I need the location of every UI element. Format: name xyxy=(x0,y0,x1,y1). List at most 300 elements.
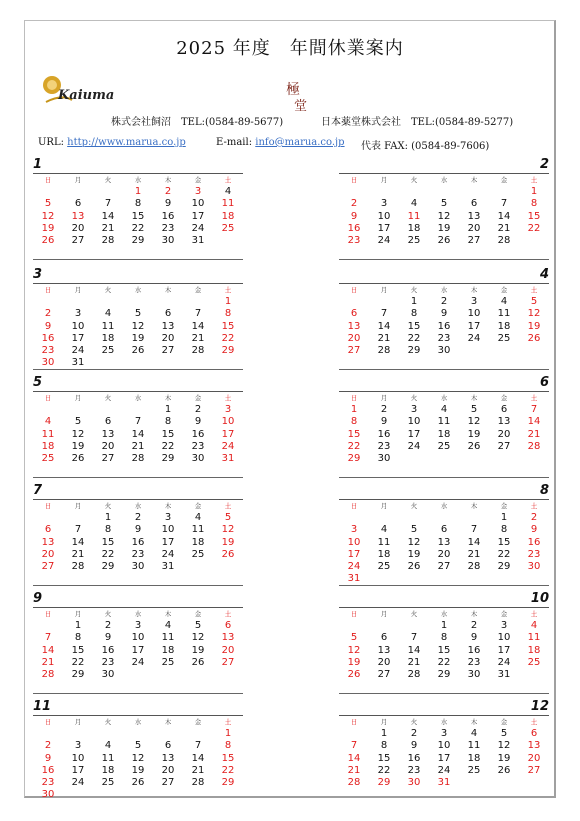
day-cell: 2 xyxy=(194,404,202,415)
day-cell: 9 xyxy=(44,320,52,332)
day-cell: 14 xyxy=(497,210,511,222)
weekday-header: 土 xyxy=(224,502,232,510)
day-cell: 10 xyxy=(347,536,361,548)
weekday-header: 火 xyxy=(410,502,418,510)
day-cell: 16 xyxy=(101,644,115,656)
month-rule xyxy=(339,173,549,174)
day-cell: 15 xyxy=(407,320,421,332)
company2-info xyxy=(321,113,513,128)
email-label: E-mail: xyxy=(216,137,253,148)
url-link[interactable]: http://www.marua.co.jp xyxy=(67,137,186,148)
empty-cell xyxy=(213,789,243,801)
day-cell: 6 xyxy=(104,416,112,428)
weekday-header: 木 xyxy=(164,610,172,618)
day-cell: 21 xyxy=(71,548,85,560)
day-cell: 10 xyxy=(131,632,145,644)
day-cell: 31 xyxy=(161,561,175,573)
empty-cell xyxy=(123,728,153,740)
day-cell: 16 xyxy=(191,428,205,440)
weekday-header: 木 xyxy=(470,718,478,726)
day-cell: 16 xyxy=(41,332,55,344)
day-cell: 3 xyxy=(74,740,82,752)
month-2 xyxy=(339,158,549,247)
day-cell: 17 xyxy=(407,428,421,440)
weekday-header: 火 xyxy=(104,502,112,510)
weekday-header: 土 xyxy=(224,394,232,402)
day-cell: 12 xyxy=(191,632,205,644)
day-cell: 3 xyxy=(440,728,448,739)
day-cell: 18 xyxy=(191,536,205,548)
month-number: 7 xyxy=(33,483,43,498)
day-cell: 2 xyxy=(164,186,172,197)
day-cell: 18 xyxy=(161,644,175,656)
day-cell: 4 xyxy=(44,416,52,428)
day-cell: 20 xyxy=(437,548,451,560)
day-cell: 25 xyxy=(101,777,115,789)
weekday-header: 月 xyxy=(380,394,388,402)
empty-cell xyxy=(183,357,213,369)
day-cell: 5 xyxy=(530,296,538,307)
day-cell: 24 xyxy=(377,235,391,247)
day-cell: 14 xyxy=(191,752,205,764)
day-cell: 30 xyxy=(131,561,145,573)
day-cell: 13 xyxy=(527,740,541,752)
month-bottom-rule xyxy=(33,259,243,260)
month-3 xyxy=(33,268,243,370)
day-cell: 13 xyxy=(41,536,55,548)
month-bottom-rule xyxy=(339,477,549,478)
day-cell: 21 xyxy=(41,656,55,668)
month-12 xyxy=(339,700,549,789)
weekday-header: 月 xyxy=(380,718,388,726)
day-cell: 21 xyxy=(191,764,205,776)
day-cell: 17 xyxy=(497,644,511,656)
empty-cell xyxy=(519,235,549,247)
day-grid xyxy=(33,393,243,465)
day-cell: 11 xyxy=(101,752,115,764)
day-cell: 10 xyxy=(221,416,235,428)
empty-cell xyxy=(399,453,429,465)
empty-cell xyxy=(489,573,519,585)
weekday-header: 木 xyxy=(470,502,478,510)
day-cell: 3 xyxy=(410,404,418,415)
day-cell: 19 xyxy=(221,536,235,548)
day-cell: 9 xyxy=(530,524,538,536)
svg-text:極: 極 xyxy=(286,82,300,98)
day-cell: 31 xyxy=(437,777,451,789)
day-cell: 22 xyxy=(497,548,511,560)
weekday-header: 月 xyxy=(380,610,388,618)
weekday-header: 木 xyxy=(164,718,172,726)
day-cell: 6 xyxy=(350,308,358,320)
day-cell: 27 xyxy=(221,656,235,668)
month-rule xyxy=(339,715,549,716)
day-cell: 8 xyxy=(224,308,232,320)
empty-cell xyxy=(519,669,549,681)
weekday-header: 水 xyxy=(134,176,142,184)
day-cell: 20 xyxy=(161,332,175,344)
day-cell: 20 xyxy=(467,222,481,234)
day-cell: 19 xyxy=(191,644,205,656)
weekday-header: 木 xyxy=(164,394,172,402)
empty-cell xyxy=(153,296,183,308)
day-cell: 3 xyxy=(224,404,232,415)
empty-cell xyxy=(459,573,489,585)
month-number: 11 xyxy=(33,699,52,714)
weekday-header: 日 xyxy=(44,394,52,402)
day-grid xyxy=(339,393,549,465)
day-cell: 12 xyxy=(467,416,481,428)
day-cell: 25 xyxy=(191,548,205,560)
day-cell: 8 xyxy=(380,740,388,752)
day-cell: 15 xyxy=(527,210,541,222)
logo1-text: Kaiuma xyxy=(58,88,115,103)
empty-cell xyxy=(459,453,489,465)
weekday-header: 木 xyxy=(470,286,478,294)
day-cell: 7 xyxy=(134,416,142,428)
day-cell: 6 xyxy=(530,728,538,739)
month-10 xyxy=(339,592,549,681)
day-cell: 19 xyxy=(41,222,55,234)
empty-cell xyxy=(459,345,489,357)
day-cell: 16 xyxy=(347,222,361,234)
weekday-header: 金 xyxy=(500,502,508,510)
day-cell: 20 xyxy=(527,752,541,764)
empty-cell xyxy=(339,620,369,632)
day-cell: 11 xyxy=(221,198,235,210)
day-cell: 4 xyxy=(164,620,172,631)
day-cell: 9 xyxy=(164,198,172,210)
day-cell: 13 xyxy=(161,320,175,332)
day-cell: 18 xyxy=(101,332,115,344)
day-cell: 11 xyxy=(497,308,511,320)
empty-cell xyxy=(183,789,213,801)
email-line xyxy=(216,137,345,148)
empty-cell xyxy=(33,404,63,416)
empty-cell xyxy=(339,728,369,740)
day-cell: 6 xyxy=(164,740,172,752)
day-cell: 31 xyxy=(347,573,361,585)
company2-tel: TEL:(0584-89-5277) xyxy=(411,117,514,128)
day-cell: 23 xyxy=(377,440,391,452)
month-number: 2 xyxy=(539,157,549,172)
day-cell: 5 xyxy=(350,632,358,644)
day-cell: 12 xyxy=(71,428,85,440)
weekday-header: 火 xyxy=(104,286,112,294)
day-cell: 16 xyxy=(437,320,451,332)
day-cell: 11 xyxy=(191,524,205,536)
weekday-header: 月 xyxy=(74,286,82,294)
empty-cell xyxy=(459,777,489,789)
weekday-header: 金 xyxy=(194,610,202,618)
day-cell: 5 xyxy=(44,198,52,210)
empty-cell xyxy=(369,512,399,524)
day-cell: 22 xyxy=(221,332,235,344)
day-cell: 20 xyxy=(161,764,175,776)
day-cell: 5 xyxy=(500,728,508,739)
empty-cell xyxy=(213,235,243,247)
month-bottom-rule xyxy=(33,585,243,586)
day-cell: 19 xyxy=(131,332,145,344)
weekday-header: 日 xyxy=(350,394,358,402)
weekday-header: 火 xyxy=(104,176,112,184)
empty-cell xyxy=(33,296,63,308)
weekday-header: 水 xyxy=(134,610,142,618)
day-grid xyxy=(33,285,243,370)
weekday-header: 土 xyxy=(530,286,538,294)
day-cell: 23 xyxy=(41,777,55,789)
day-cell: 13 xyxy=(71,210,85,222)
empty-cell xyxy=(33,728,63,740)
day-cell: 28 xyxy=(467,561,481,573)
day-cell: 7 xyxy=(74,524,82,536)
weekday-header: 金 xyxy=(194,718,202,726)
day-cell: 27 xyxy=(497,440,511,452)
day-cell: 29 xyxy=(161,453,175,465)
empty-cell xyxy=(183,728,213,740)
day-cell: 9 xyxy=(410,740,418,752)
day-cell: 27 xyxy=(101,453,115,465)
day-cell: 8 xyxy=(164,416,172,428)
weekday-header: 日 xyxy=(44,610,52,618)
weekday-header: 日 xyxy=(350,610,358,618)
day-cell: 8 xyxy=(350,416,358,428)
weekday-header: 日 xyxy=(350,286,358,294)
day-cell: 6 xyxy=(500,404,508,415)
day-cell: 7 xyxy=(194,308,202,320)
month-bottom-rule xyxy=(339,259,549,260)
day-cell: 17 xyxy=(467,320,481,332)
weekday-header: 水 xyxy=(440,286,448,294)
day-cell: 28 xyxy=(191,345,205,357)
day-cell: 30 xyxy=(467,669,481,681)
day-cell: 22 xyxy=(527,222,541,234)
day-cell: 23 xyxy=(407,764,421,776)
day-cell: 27 xyxy=(41,561,55,573)
empty-cell xyxy=(33,512,63,524)
day-cell: 27 xyxy=(377,669,391,681)
empty-cell xyxy=(489,777,519,789)
empty-cell xyxy=(63,186,93,198)
day-cell: 26 xyxy=(131,345,145,357)
day-cell: 29 xyxy=(407,345,421,357)
day-cell: 5 xyxy=(410,524,418,536)
weekday-header: 火 xyxy=(104,610,112,618)
day-cell: 14 xyxy=(347,752,361,764)
day-cell: 11 xyxy=(161,632,175,644)
day-cell: 25 xyxy=(41,453,55,465)
day-cell: 16 xyxy=(527,536,541,548)
empty-cell xyxy=(93,357,123,369)
empty-cell xyxy=(369,186,399,198)
day-cell: 3 xyxy=(134,620,142,631)
day-cell: 27 xyxy=(347,345,361,357)
day-cell: 16 xyxy=(407,752,421,764)
day-cell: 30 xyxy=(377,453,391,465)
day-cell: 23 xyxy=(161,222,175,234)
fax-line: 代表 FAX: (0584-89-7606) xyxy=(361,141,490,152)
day-cell: 19 xyxy=(437,222,451,234)
day-cell: 20 xyxy=(497,428,511,440)
weekday-header: 土 xyxy=(530,176,538,184)
svg-text:堂: 堂 xyxy=(294,99,308,114)
day-cell: 8 xyxy=(74,632,82,644)
day-cell: 6 xyxy=(74,198,82,210)
day-grid xyxy=(33,501,243,573)
empty-cell xyxy=(429,573,459,585)
day-cell: 2 xyxy=(134,512,142,523)
day-cell: 30 xyxy=(407,777,421,789)
day-cell: 5 xyxy=(74,416,82,428)
day-cell: 20 xyxy=(221,644,235,656)
weekday-header: 月 xyxy=(74,176,82,184)
day-cell: 29 xyxy=(377,777,391,789)
weekday-header: 水 xyxy=(134,718,142,726)
weekday-header: 金 xyxy=(500,394,508,402)
day-cell: 14 xyxy=(377,320,391,332)
day-cell: 26 xyxy=(527,332,541,344)
day-cell: 17 xyxy=(347,548,361,560)
day-cell: 10 xyxy=(497,632,511,644)
day-cell: 24 xyxy=(221,440,235,452)
day-cell: 19 xyxy=(527,320,541,332)
day-cell: 26 xyxy=(407,561,421,573)
day-cell: 3 xyxy=(194,186,202,197)
day-cell: 13 xyxy=(347,320,361,332)
weekday-header: 月 xyxy=(380,286,388,294)
day-grid xyxy=(339,285,549,357)
day-cell: 19 xyxy=(467,428,481,440)
day-grid xyxy=(33,717,243,802)
day-cell: 13 xyxy=(377,644,391,656)
day-cell: 15 xyxy=(497,536,511,548)
day-cell: 25 xyxy=(527,656,541,668)
day-cell: 11 xyxy=(101,320,115,332)
email-link[interactable]: info@marua.co.jp xyxy=(255,137,345,148)
empty-cell xyxy=(369,296,399,308)
day-cell: 10 xyxy=(377,210,391,222)
empty-cell xyxy=(459,512,489,524)
month-bottom-rule xyxy=(339,585,549,586)
day-cell: 14 xyxy=(191,320,205,332)
month-number: 3 xyxy=(33,267,43,282)
weekday-header: 金 xyxy=(500,610,508,618)
day-cell: 6 xyxy=(164,308,172,320)
day-cell: 12 xyxy=(131,320,145,332)
day-cell: 20 xyxy=(41,548,55,560)
month-rule xyxy=(339,499,549,500)
company1-tel: TEL:(0584-89-5677) xyxy=(181,117,284,128)
day-cell: 9 xyxy=(380,416,388,428)
day-cell: 22 xyxy=(377,764,391,776)
day-cell: 5 xyxy=(194,620,202,631)
weekday-header: 水 xyxy=(440,610,448,618)
day-cell: 22 xyxy=(101,548,115,560)
day-cell: 27 xyxy=(437,561,451,573)
day-cell: 31 xyxy=(221,453,235,465)
day-cell: 3 xyxy=(380,198,388,210)
day-cell: 9 xyxy=(44,752,52,764)
month-7 xyxy=(33,484,243,573)
empty-cell xyxy=(519,453,549,465)
month-number: 9 xyxy=(33,591,43,606)
day-cell: 21 xyxy=(377,332,391,344)
day-cell: 30 xyxy=(41,357,55,369)
empty-cell xyxy=(63,728,93,740)
month-5 xyxy=(33,376,243,465)
day-cell: 10 xyxy=(161,524,175,536)
day-cell: 21 xyxy=(347,764,361,776)
month-number: 4 xyxy=(539,267,549,282)
empty-cell xyxy=(63,789,93,801)
day-cell: 22 xyxy=(221,764,235,776)
weekday-header: 火 xyxy=(410,176,418,184)
day-cell: 21 xyxy=(467,548,481,560)
day-cell: 18 xyxy=(527,644,541,656)
day-cell: 25 xyxy=(437,440,451,452)
day-cell: 12 xyxy=(131,752,145,764)
day-cell: 3 xyxy=(164,512,172,523)
month-number: 12 xyxy=(530,699,549,714)
month-bottom-rule xyxy=(33,693,243,694)
day-cell: 16 xyxy=(467,644,481,656)
weekday-header: 土 xyxy=(530,610,538,618)
day-cell: 19 xyxy=(407,548,421,560)
weekday-header: 日 xyxy=(350,718,358,726)
month-11 xyxy=(33,700,243,802)
weekday-header: 土 xyxy=(530,394,538,402)
day-cell: 27 xyxy=(161,777,175,789)
day-cell: 1 xyxy=(104,512,112,523)
day-cell: 23 xyxy=(101,656,115,668)
day-cell: 21 xyxy=(497,222,511,234)
month-8 xyxy=(339,484,549,586)
weekday-header: 木 xyxy=(470,176,478,184)
empty-cell xyxy=(153,357,183,369)
day-cell: 2 xyxy=(410,728,418,739)
weekday-header: 金 xyxy=(194,176,202,184)
empty-cell xyxy=(183,296,213,308)
day-cell: 13 xyxy=(221,632,235,644)
day-cell: 22 xyxy=(347,440,361,452)
day-cell: 3 xyxy=(500,620,508,631)
day-cell: 1 xyxy=(224,728,232,739)
month-bottom-rule xyxy=(339,693,549,694)
day-cell: 29 xyxy=(71,669,85,681)
day-grid xyxy=(339,717,549,789)
weekday-header: 火 xyxy=(410,286,418,294)
day-cell: 2 xyxy=(530,512,538,523)
day-cell: 27 xyxy=(467,235,481,247)
day-cell: 19 xyxy=(131,764,145,776)
day-cell: 17 xyxy=(437,752,451,764)
day-cell: 3 xyxy=(350,524,358,536)
day-cell: 14 xyxy=(467,536,481,548)
day-cell: 23 xyxy=(191,440,205,452)
day-cell: 23 xyxy=(41,345,55,357)
weekday-header: 土 xyxy=(224,718,232,726)
day-cell: 5 xyxy=(134,740,142,752)
day-cell: 11 xyxy=(41,428,55,440)
day-grid xyxy=(339,175,549,247)
day-cell: 30 xyxy=(437,345,451,357)
day-cell: 6 xyxy=(440,524,448,536)
day-grid xyxy=(339,501,549,586)
day-cell: 21 xyxy=(407,656,421,668)
day-cell: 4 xyxy=(530,620,538,631)
empty-cell xyxy=(369,573,399,585)
day-cell: 26 xyxy=(497,764,511,776)
